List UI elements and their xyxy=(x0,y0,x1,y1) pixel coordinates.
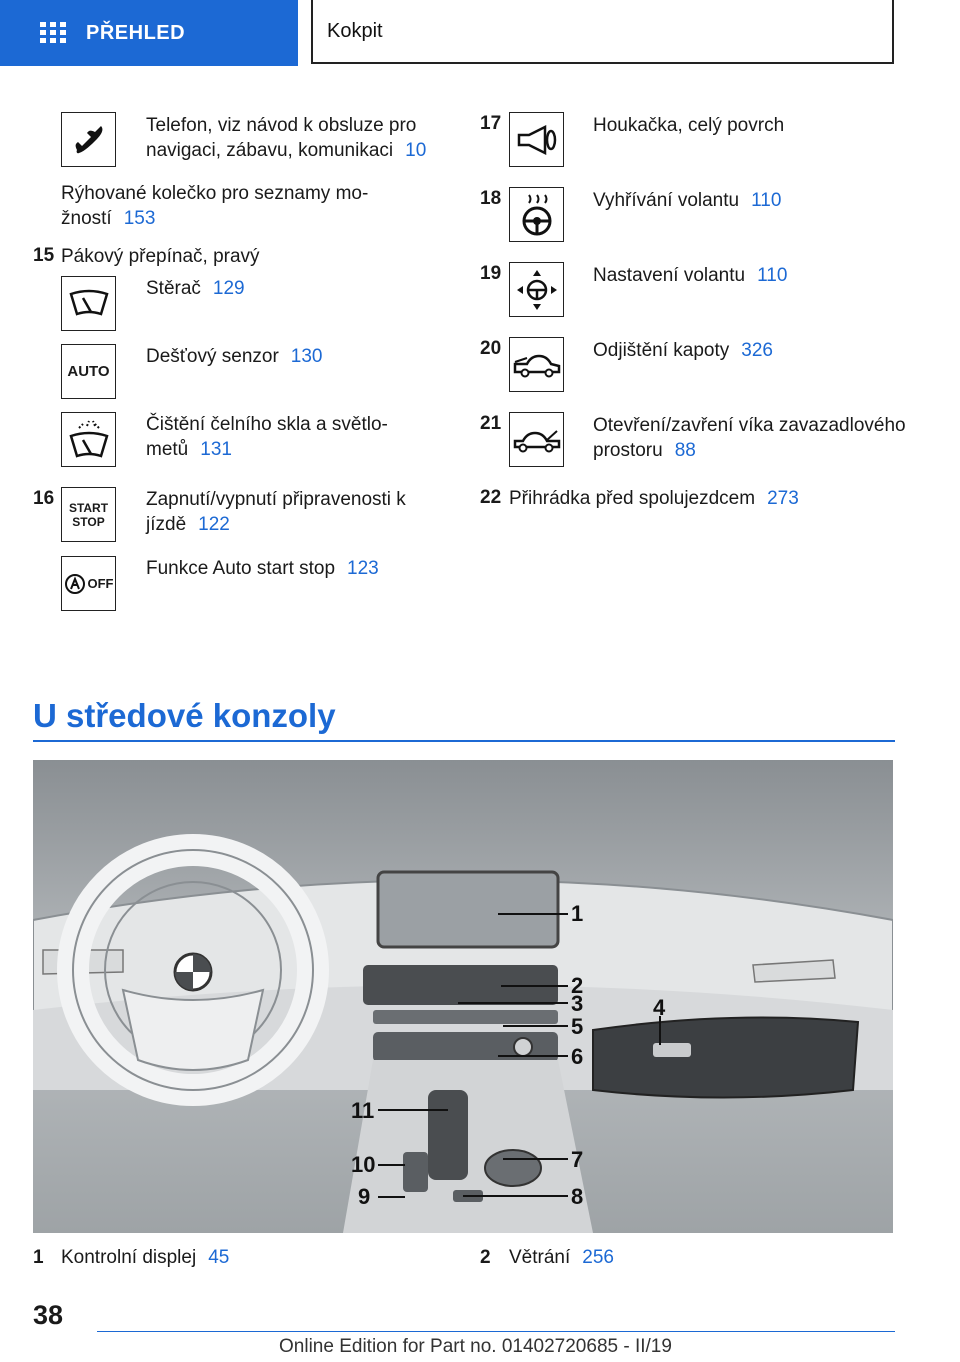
item-18-page-link[interactable]: 110 xyxy=(751,190,782,211)
item-16-entry xyxy=(146,487,446,537)
item-19-text: Nastavení volantu xyxy=(593,265,746,286)
item-21-entry xyxy=(593,413,913,463)
phone-page-link[interactable]: 10 xyxy=(405,140,427,161)
rain-sensor-page-link[interactable]: 130 xyxy=(290,346,323,367)
phone-text-2: navigaci, zábavu, komunikaci xyxy=(146,140,394,161)
footer-divider xyxy=(97,1331,895,1332)
item-number-17: 17 xyxy=(480,113,502,134)
rain-sensor-text: Dešťový senzor xyxy=(146,346,279,367)
item-16-page-link[interactable]: 122 xyxy=(198,514,230,535)
item-number-19: 19 xyxy=(480,263,502,284)
item-19-entry xyxy=(593,263,787,288)
steering-adjust-icon xyxy=(509,262,564,317)
auto-start-stop-page-link[interactable]: 123 xyxy=(347,558,379,579)
caption-number-1: 1 xyxy=(33,1247,44,1268)
section-divider xyxy=(33,740,895,742)
hood-release-icon xyxy=(509,337,564,392)
thumbwheel-entry xyxy=(61,181,401,231)
washer-icon xyxy=(61,412,116,467)
start-stop-icon: START STOP xyxy=(61,487,116,542)
item-number-22: 22 xyxy=(480,487,502,508)
item-21-text-2: prostoru xyxy=(593,440,663,461)
washer-text-1: Čištění čelního skla a světlo‐ xyxy=(146,414,388,435)
item-17-text: Houkačka, celý povrch xyxy=(593,115,785,136)
phone-icon xyxy=(61,112,116,167)
thumbwheel-text-2: žností xyxy=(61,208,112,229)
auto-start-stop-off-icon: OFF xyxy=(61,556,116,611)
callout-2: 2 xyxy=(571,973,584,998)
auto-start-stop-text: Funkce Auto start stop xyxy=(146,558,336,579)
thumbwheel-page-link[interactable]: 153 xyxy=(123,208,156,229)
callout-11: 11 xyxy=(351,1098,375,1123)
item-number-21: 21 xyxy=(480,413,502,434)
item-19-page-link[interactable]: 110 xyxy=(757,265,788,286)
tab-cockpit[interactable] xyxy=(311,0,894,64)
wiper-icon xyxy=(61,276,116,331)
rain-sensor-entry xyxy=(146,344,323,369)
item-18-text: Vyhřívání volantu xyxy=(593,190,740,211)
item-20-entry xyxy=(593,338,773,363)
item-15-title: Pákový přepínač, pravý xyxy=(61,246,260,267)
tab-overview[interactable] xyxy=(0,0,298,66)
item-16-text-1: Zapnutí/vypnutí připravenosti k xyxy=(146,489,406,510)
washer-entry xyxy=(146,412,446,462)
callout-3: 3 xyxy=(571,991,584,1016)
caption-1-page-link[interactable]: 45 xyxy=(208,1247,230,1268)
callout-9: 9 xyxy=(358,1184,371,1209)
item-number-15: 15 xyxy=(33,245,55,266)
item-22-page-link[interactable]: 273 xyxy=(767,488,799,509)
phone-text-1: Telefon, viz návod k obsluze pro xyxy=(146,115,417,136)
auto-start-stop-entry xyxy=(146,556,379,581)
item-20-text: Odjištění kapoty xyxy=(593,340,730,361)
auto-icon: AUTO xyxy=(61,344,116,399)
item-16-text-2: jízdě xyxy=(146,514,187,535)
section-title: U středové konzoly xyxy=(33,697,336,734)
caption-2: Větrání 256 xyxy=(509,1247,614,1268)
washer-page-link[interactable]: 131 xyxy=(200,439,232,460)
footer-edition: Online Edition for Part no. 01402720685 - II/19 xyxy=(279,1336,672,1357)
caption-1: Kontrolní displej 45 xyxy=(61,1247,230,1268)
header xyxy=(0,0,960,66)
tab-cockpit-label: Kokpit xyxy=(327,19,383,42)
callout-7: 7 xyxy=(571,1147,584,1172)
washer-text-2: metů xyxy=(146,439,189,460)
horn-icon xyxy=(509,112,564,167)
caption-2-page-link[interactable]: 256 xyxy=(582,1247,614,1268)
item-21-text-1: Otevření/zavření víka zavazadlového xyxy=(593,415,906,436)
wiper-text: Stěrač xyxy=(146,278,201,299)
item-number-18: 18 xyxy=(480,188,502,209)
callout-6: 6 xyxy=(571,1044,584,1069)
callout-1: 1 xyxy=(571,901,584,926)
item-22-entry xyxy=(509,486,799,511)
caption-number-2: 2 xyxy=(480,1247,491,1268)
thumbwheel-text-1: Rýhované kolečko pro seznamy mo‐ xyxy=(61,183,369,204)
callout-5: 5 xyxy=(571,1014,584,1039)
item-22-text: Přihrádka před spolujezdcem xyxy=(509,488,756,509)
steering-heat-icon xyxy=(509,187,564,242)
trunk-lid-icon xyxy=(509,412,564,467)
center-console-illustration xyxy=(33,760,893,1233)
callout-10: 10 xyxy=(351,1152,376,1177)
item-18-entry xyxy=(593,188,781,213)
item-number-16: 16 xyxy=(33,488,55,509)
tab-overview-label: PŘEHLED xyxy=(86,21,186,44)
item-17-entry xyxy=(593,113,784,138)
item-20-page-link[interactable]: 326 xyxy=(741,340,773,361)
callout-8: 8 xyxy=(571,1184,584,1209)
callout-4: 4 xyxy=(653,995,666,1020)
grid-icon xyxy=(40,22,66,44)
wiper-page-link[interactable]: 129 xyxy=(212,278,245,299)
item-21-page-link[interactable]: 88 xyxy=(674,440,696,461)
phone-entry xyxy=(146,113,446,163)
page-number: 38 xyxy=(33,1300,64,1330)
wiper-entry xyxy=(146,276,245,301)
item-number-20: 20 xyxy=(480,338,502,359)
